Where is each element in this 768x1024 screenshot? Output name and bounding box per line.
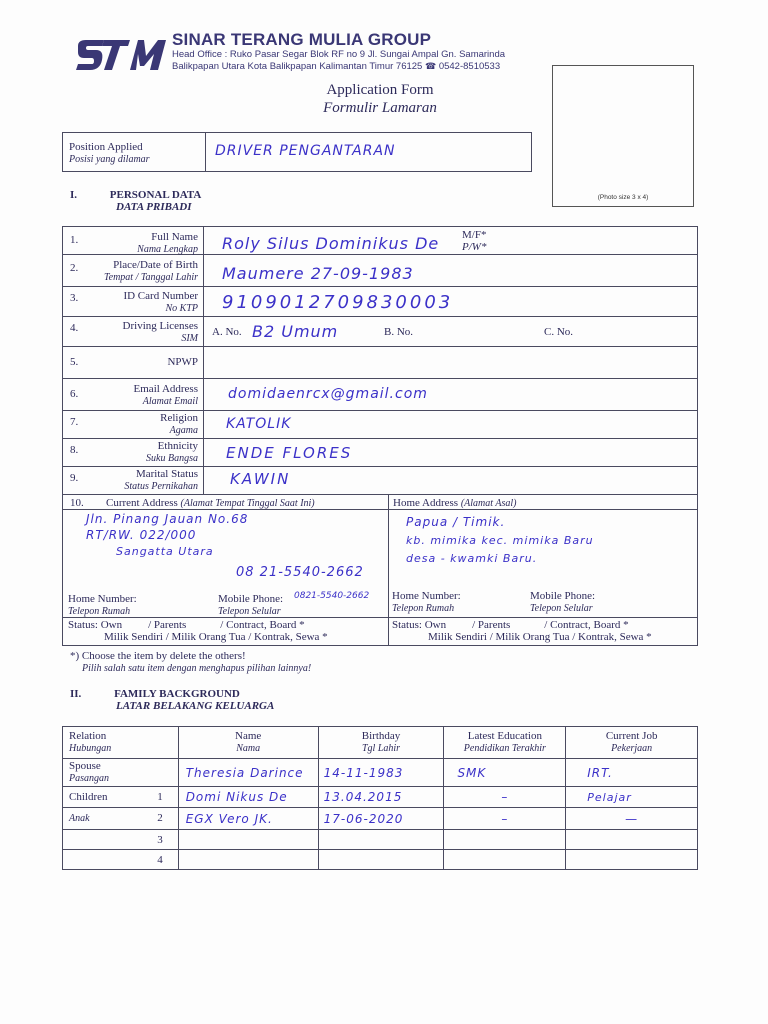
address-line-2-text: Balikpapan Utara Kota Balikpapan Kalimantan Timur 76125 xyxy=(172,61,423,72)
cell-name[interactable] xyxy=(178,850,318,870)
row-1-label: Full Name Nama Lengkap xyxy=(137,231,198,255)
email-value[interactable]: domidaenrcx@gmail.com xyxy=(228,386,428,402)
cell-birthday[interactable]: 17-06-2020 xyxy=(318,808,444,830)
current-address-line-2[interactable]: RT/RW. 022/000 xyxy=(86,528,197,542)
row-5-label: NPWP xyxy=(167,356,198,368)
home-address-line-2[interactable]: kb. mimika kec. mimika Baru xyxy=(406,534,594,547)
current-address-line-1[interactable]: Jln. Pinang Jauan No.68 xyxy=(86,512,249,526)
address-line-2 xyxy=(172,61,500,72)
full-name-value[interactable]: Roly Silus Dominikus De xyxy=(222,234,440,253)
section-title-id: LATAR BELAKANG KELUARGA xyxy=(116,700,275,712)
religion-value[interactable]: KATOLIK xyxy=(226,416,292,432)
cell-birthday[interactable]: 14-11-1983 xyxy=(318,759,444,787)
section-family-title xyxy=(70,688,274,712)
row-8-no: 8. xyxy=(70,444,79,456)
current-home-number-label: Home Number: Telepon Rumah xyxy=(68,593,137,617)
license-a-label: A. No. xyxy=(212,326,242,338)
current-mobile-label: Mobile Phone: Telepon Selular xyxy=(218,593,284,617)
table-row xyxy=(63,850,698,870)
cell-job[interactable]: — xyxy=(566,808,698,830)
current-address-label: Current Address (Alamat Tempat Tinggal Saat Ini) xyxy=(106,497,315,509)
row-7-label: Religion Agama xyxy=(160,412,198,436)
row-4-label: Driving Licenses SIM xyxy=(122,320,198,344)
child-4-label: 4 xyxy=(63,850,179,870)
form-subtitle: Formulir Lamaran xyxy=(323,100,437,116)
cell-name[interactable]: Domi Nikus De xyxy=(178,787,318,808)
section-personal-title xyxy=(70,189,201,213)
photo-box[interactable] xyxy=(552,65,694,207)
home-status: Status: Own / Parents / Contract, Board * Milik Sendiri / Milik Orang Tua / Kontrak, Sewa * xyxy=(392,619,652,643)
row-9-no: 9. xyxy=(70,472,79,484)
section-title-en: PERSONAL DATA xyxy=(109,189,202,201)
company-logo xyxy=(74,36,166,74)
row-9-label: Marital Status Status Pernikahan xyxy=(124,468,198,492)
spouse-label: Spouse Pasangan xyxy=(63,759,179,787)
home-address-line-3[interactable]: desa - kwamki Baru. xyxy=(406,552,538,565)
header-birthday: Birthday Tgl Lahir xyxy=(318,727,444,759)
row-5-no: 5. xyxy=(70,356,79,368)
license-a-value[interactable]: B2 Umum xyxy=(252,322,339,341)
cell-education[interactable]: SMK xyxy=(444,759,566,787)
cell-name[interactable] xyxy=(178,830,318,850)
ktp-value[interactable]: 9109012709830003 xyxy=(222,292,454,313)
cell-birthday[interactable] xyxy=(318,850,444,870)
cell-education[interactable] xyxy=(444,850,566,870)
license-c-label: C. No. xyxy=(544,326,574,338)
children-label-id: Anak 2 xyxy=(63,808,179,830)
birth-value[interactable]: Maumere 27-09-1983 xyxy=(222,264,414,283)
gender-p: P/W* xyxy=(462,241,487,253)
current-address-line-3[interactable]: Sangatta Utara xyxy=(116,545,214,558)
row-6-no: 6. xyxy=(70,388,79,400)
children-label: Children 1 xyxy=(63,787,179,808)
cell-job[interactable] xyxy=(566,830,698,850)
company-name: SINAR TERANG MULIA GROUP xyxy=(172,30,432,49)
license-b-label: B. No. xyxy=(384,326,414,338)
child-3-label: 3 xyxy=(63,830,179,850)
home-home-number-label: Home Number: Telepon Rumah xyxy=(392,590,461,614)
row-1-no: 1. xyxy=(70,234,79,246)
marital-value[interactable]: KAWIN xyxy=(230,470,291,488)
home-address-line-1[interactable]: Papua / Timik. xyxy=(406,515,506,529)
row-3-label: ID Card Number No KTP xyxy=(123,290,198,314)
home-mobile-label: Mobile Phone: Telepon Selular xyxy=(530,590,596,614)
gender-m: M/F* xyxy=(462,229,487,241)
table-row xyxy=(63,787,698,808)
section-number: I. xyxy=(70,189,78,201)
cell-education[interactable]: – xyxy=(444,787,566,808)
row-4-no: 4. xyxy=(70,322,79,334)
home-address-label: Home Address (Alamat Asal) xyxy=(393,497,517,509)
cell-birthday[interactable]: 13.04.2015 xyxy=(318,787,444,808)
section-number: II. xyxy=(70,688,82,700)
family-header-row xyxy=(63,727,698,759)
table-row xyxy=(63,830,698,850)
cell-name[interactable]: Theresia Darince xyxy=(178,759,318,787)
form-title: Application Form xyxy=(326,82,434,98)
cell-birthday[interactable] xyxy=(318,830,444,850)
section-title-id: DATA PRIBADI xyxy=(116,201,192,213)
address-line-1: Head Office : Ruko Pasar Segar Blok RF no 9 Jl. Sungai Ampal Gn. Samarinda xyxy=(172,49,506,60)
current-mobile-value[interactable]: 0821-5540-2662 xyxy=(294,591,370,601)
photo-note: (Photo size 3 x 4) xyxy=(597,194,649,201)
family-table xyxy=(62,726,698,870)
row-7-no: 7. xyxy=(70,416,79,428)
phone-icon: ☎ xyxy=(424,61,437,71)
header-education: Latest Education Pendidikan Terakhir xyxy=(444,727,566,759)
cell-job[interactable]: IRT. xyxy=(566,759,698,787)
position-label-en: Position Applied xyxy=(69,141,143,153)
table-row xyxy=(63,759,698,787)
choose-note: *) Choose the item by delete the others! Pilih salah satu item dengan menghapus pilihan lainnya! xyxy=(70,650,312,674)
position-box xyxy=(62,132,532,172)
row-2-no: 2. xyxy=(70,262,79,274)
row-3-no: 3. xyxy=(70,292,79,304)
cell-name[interactable]: EGX Vero JK. xyxy=(178,808,318,830)
header-name: Name Nama xyxy=(178,727,318,759)
row-10-no: 10. xyxy=(70,497,84,509)
ethnicity-value[interactable]: ENDE FLORES xyxy=(226,444,353,462)
row-8-label: Ethnicity Suku Bangsa xyxy=(146,440,198,464)
section-title-en: FAMILY BACKGROUND xyxy=(114,688,240,700)
table-row xyxy=(63,808,698,830)
cell-education[interactable]: – xyxy=(444,808,566,830)
current-status: Status: Own / Parents / Contract, Board * Milik Sendiri / Milik Orang Tua / Kontrak, Sewa * xyxy=(68,619,328,643)
cell-job[interactable]: Pelajar xyxy=(566,787,698,808)
current-phone-written[interactable]: 08 21-5540-2662 xyxy=(236,565,364,580)
row-6-label: Email Address Alamat Email xyxy=(133,383,198,407)
row-2-label: Place/Date of Birth Tempat / Tanggal Lahir xyxy=(103,259,198,283)
cell-job[interactable] xyxy=(566,850,698,870)
cell-education[interactable] xyxy=(444,830,566,850)
header-relation: Relation Hubungan xyxy=(63,727,179,759)
position-label-id: Posisi yang dilamar xyxy=(69,154,150,165)
company-phone: 0542-8510533 xyxy=(438,61,501,72)
header-job: Current Job Pekerjaan xyxy=(566,727,698,759)
position-value[interactable]: DRIVER PENGANTARAN xyxy=(215,143,396,159)
position-label xyxy=(69,141,150,166)
